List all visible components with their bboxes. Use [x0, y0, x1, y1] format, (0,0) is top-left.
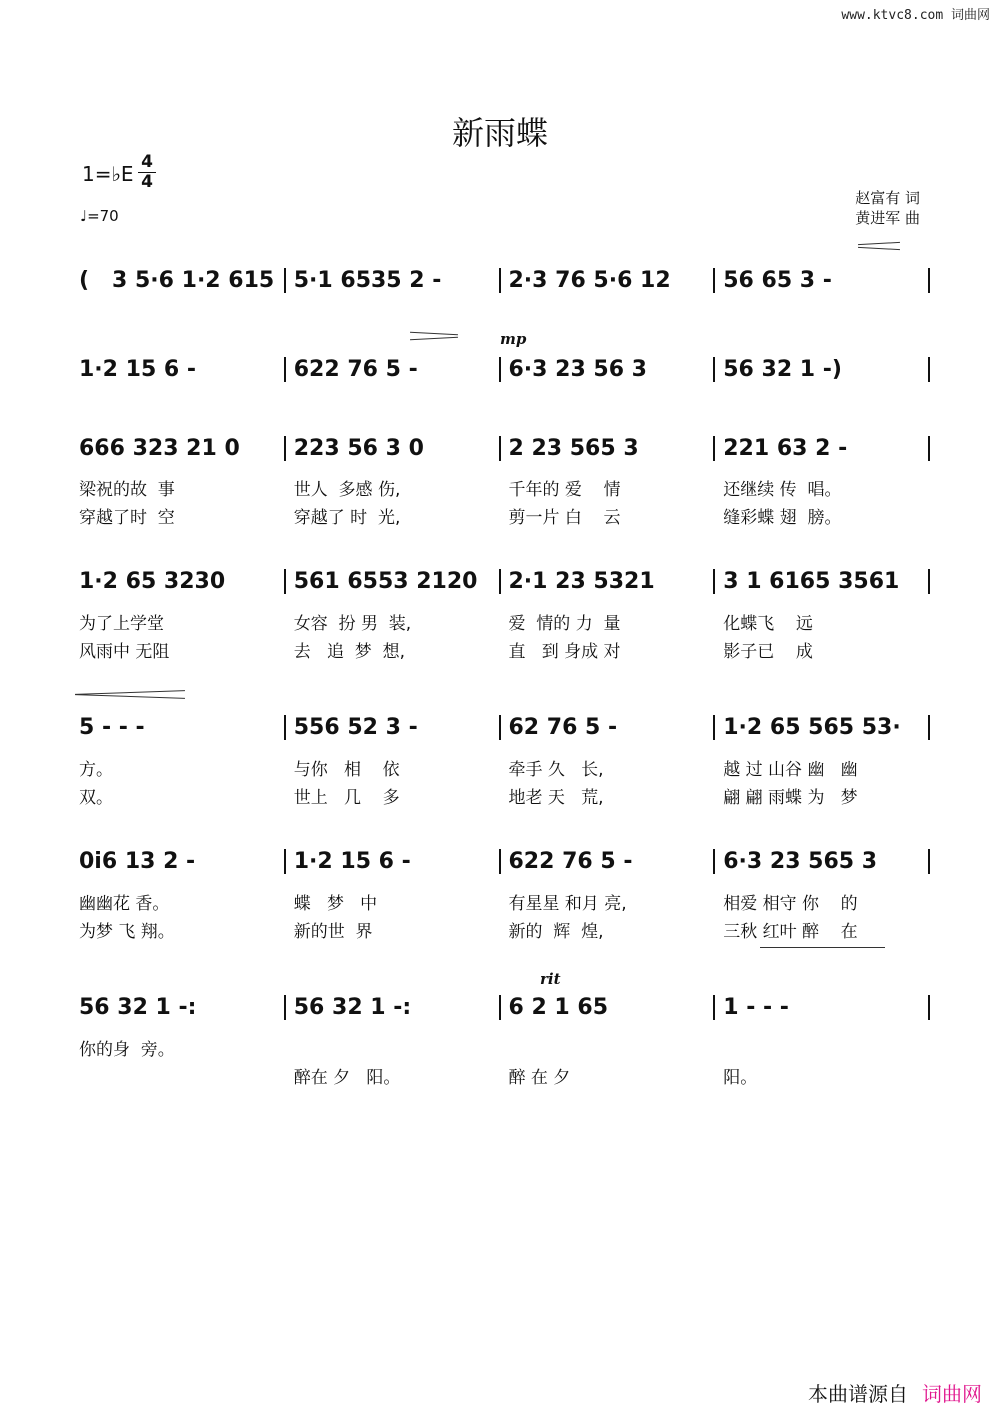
decrescendo-hairpin	[410, 332, 458, 336]
notation-row-3	[75, 436, 930, 470]
measure: 6·3 23 56 3	[499, 357, 714, 382]
crescendo-hairpin	[858, 242, 900, 245]
measure: 62 76 5 -	[499, 715, 714, 740]
score-title: 新雨蝶	[451, 114, 548, 152]
measure: 3 1 6165 3561	[713, 569, 930, 594]
lyrics-verse-2	[75, 783, 930, 817]
time-signature-top: 4	[141, 152, 153, 172]
lyrics-verse-2	[75, 917, 930, 951]
lyric: 醉 在 夕	[508, 1068, 614, 1088]
lyric: 越 过 山谷 幽 幽	[723, 760, 858, 780]
lyricist-credit: 赵富有 词	[855, 189, 920, 207]
measure: 1·2 15 6 -	[79, 357, 197, 382]
lyric: 世上 几 多	[293, 788, 400, 808]
watermark: www.ktvc8.com 词曲网	[841, 8, 990, 23]
lyric: 三秋 红叶 醉 在	[723, 922, 858, 942]
measure: 2·3 76 5·6 12	[499, 268, 714, 293]
measure: 2 23 565 3	[499, 436, 714, 461]
measure: 223 56 3 0	[284, 436, 499, 461]
lyric: 还继续 传 唱。	[723, 480, 842, 500]
measure: 556 52 3 -	[284, 715, 499, 740]
lyrics-verse-2	[75, 503, 930, 537]
lyric: 双。	[79, 788, 113, 808]
measure: 561 6553 2120	[284, 569, 499, 594]
lyric: 阳。	[723, 1068, 758, 1088]
lyric: 有星星 和月 亮,	[508, 894, 627, 914]
crescendo-hairpin	[858, 247, 900, 250]
footer-source-label: 本曲谱源自	[808, 1382, 908, 1406]
measure: 1 - - -	[713, 995, 930, 1020]
measure: 1·2 65 565 53·	[713, 715, 930, 740]
notation-row-6	[75, 849, 930, 883]
lyric: 梁祝的故 事	[79, 480, 175, 500]
lyric: 翩 翩 雨蝶 为 梦	[723, 788, 858, 808]
lyric: 去 追 梦 想,	[293, 642, 405, 662]
measure: 5 - - -	[79, 715, 145, 740]
time-signature-bottom: 4	[138, 172, 156, 192]
lyric: 幽幽花 香。	[79, 894, 170, 914]
lyric: 缝彩蝶 翅 膀。	[723, 508, 842, 528]
measure: 56 32 1 -:	[284, 995, 499, 1020]
dynamic-rit: rit	[540, 970, 561, 988]
footer-site-link[interactable]: 词曲网	[922, 1382, 982, 1406]
measure: 1·2 65 3230	[79, 569, 226, 594]
lyric: 女容 扮 男 装,	[293, 614, 412, 634]
notation-row-5	[75, 715, 930, 749]
measure: 0i6 13 2 -	[79, 849, 196, 874]
measure: 56 65 3 -	[713, 268, 930, 293]
measure: 5·1 6535 2 -	[284, 268, 499, 293]
notation-row-1	[75, 268, 930, 302]
lyric: 新的世 界	[293, 922, 373, 942]
lyric: 方。	[79, 760, 113, 780]
lyric: 为梦 飞 翔。	[79, 922, 175, 942]
crescendo-hairpin	[75, 694, 185, 699]
lyric: 地老 天 荒,	[508, 788, 604, 808]
decrescendo-hairpin	[410, 337, 458, 341]
lyric: 风雨中 无阻	[79, 642, 170, 662]
lyric: 新的 辉 煌,	[508, 922, 604, 942]
measure: 1·2 15 6 -	[284, 849, 499, 874]
lyrics-verse-2	[75, 637, 930, 671]
tempo-marking: ♩=70	[80, 207, 119, 225]
lyric: 为了上学堂	[79, 614, 164, 634]
notation-row-4	[75, 569, 930, 603]
notation-row-7	[75, 995, 930, 1029]
measure: 56 32 1 -:	[79, 995, 197, 1020]
lyric: 千年的 爱 情	[508, 480, 621, 500]
lyric: 蝶 梦 中	[293, 894, 378, 914]
notation-row-2	[75, 357, 930, 391]
lyric: 世人 多感 伤,	[293, 480, 401, 500]
measure: 56 32 1 -)	[713, 357, 930, 382]
measure: 622 76 5 -	[499, 849, 714, 874]
dynamic-mp: mp	[500, 330, 527, 348]
lyric: 相爱 相守 你 的	[723, 894, 858, 914]
credits	[855, 188, 920, 228]
measure: 221 63 2 -	[713, 436, 930, 461]
measure: 6 2 1 65	[499, 995, 714, 1020]
measure: ( 3 5·6 1·2 615	[79, 268, 275, 293]
lyric: 爱 情的 力 量	[508, 614, 621, 634]
lyric: 你的身 旁。	[79, 1040, 175, 1060]
lyric: 直 到 身成 对	[508, 642, 621, 662]
measure: 666 323 21 0	[79, 436, 240, 461]
lyric: 与你 相 依	[293, 760, 400, 780]
key-signature: 1=♭E	[82, 162, 134, 186]
lyric: 醉在 夕 阳。	[293, 1068, 401, 1088]
lyric: 化蝶飞 远	[723, 614, 813, 634]
lyrics-verse-2	[75, 1063, 930, 1097]
lyric: 穿越了 时 光,	[293, 508, 401, 528]
lyric: 穿越了时 空	[79, 508, 175, 528]
composer-credit: 黄进军 曲	[855, 209, 920, 227]
lyric: 剪一片 白 云	[508, 508, 621, 528]
measure: 2·1 23 5321	[499, 569, 714, 594]
time-signature	[138, 153, 156, 192]
measure: 622 76 5 -	[284, 357, 499, 382]
lyric: 牵手 久 长,	[508, 760, 604, 780]
measure: 6·3 23 565 3	[713, 849, 930, 874]
footer-source	[808, 1378, 982, 1407]
lyric: 影子已 成	[723, 642, 813, 662]
